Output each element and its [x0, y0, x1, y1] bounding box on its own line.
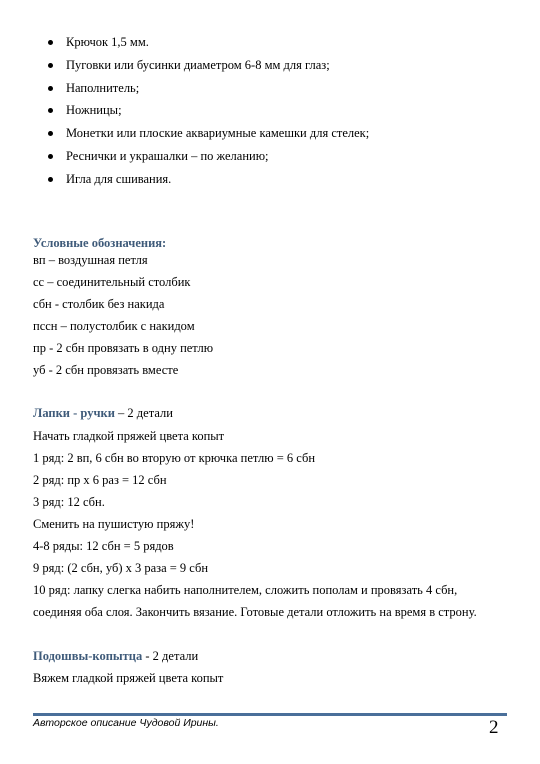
materials-item: Реснички и украшалки – по желанию; — [48, 145, 369, 168]
legend-item: пр - 2 сбн провязать в одну петлю — [33, 341, 214, 355]
footer-author: Авторское описание Чудовой Ирины. — [33, 717, 219, 729]
legend-item: сс – соединительный столбик — [33, 275, 191, 289]
bullet-icon — [48, 63, 53, 68]
materials-list — [48, 31, 369, 191]
paws-line: 1 ряд: 2 вп, 6 сбн во вторую от крючка петлю = 6 сбн — [33, 451, 316, 465]
materials-item: Ножницы; — [48, 99, 369, 122]
soles-title: Подошвы-копытца — [33, 649, 143, 663]
paws-line: Сменить на пушистую пряжу! — [33, 517, 195, 531]
paws-line: 10 ряд: лапку слегка набить наполнителем, сложить пополам и провязать 4 сбн, — [33, 583, 458, 597]
materials-item: Игла для сшивания. — [48, 168, 369, 191]
bullet-icon — [48, 86, 53, 91]
page-number: 2 — [489, 717, 499, 738]
paws-line: соединяя оба слоя. Закончить вязание. Готовые детали отложить на время в строну. — [33, 605, 477, 619]
materials-item: Наполнитель; — [48, 77, 369, 100]
paws-line: 9 ряд: (2 сбн, уб) х 3 раза = 9 сбн — [33, 561, 209, 575]
soles-count: - 2 детали — [142, 649, 199, 663]
bullet-icon — [48, 40, 53, 45]
legend-item: уб - 2 сбн провязать вместе — [33, 363, 179, 377]
bullet-icon — [48, 154, 53, 159]
legend-item: пссн – полустолбик с накидом — [33, 319, 195, 333]
paws-title: Лапки - ручки — [33, 406, 115, 420]
bullet-icon — [48, 131, 53, 136]
legend-heading: Условные обозначения: — [33, 236, 167, 250]
materials-item: Крючок 1,5 мм. — [48, 31, 369, 54]
paws-line: Начать гладкой пряжей цвета копыт — [33, 429, 225, 443]
paws-heading — [33, 406, 173, 421]
paws-line: 3 ряд: 12 сбн. — [33, 495, 105, 509]
bullet-icon — [48, 177, 53, 182]
legend-item: сбн - столбик без накида — [33, 297, 165, 311]
soles-heading — [33, 649, 198, 664]
soles-line: Вяжем гладкой пряжей цвета копыт — [33, 671, 224, 685]
materials-item: Монетки или плоские аквариумные камешки для стелек; — [48, 122, 369, 145]
paws-line: 4-8 ряды: 12 сбн = 5 рядов — [33, 539, 174, 553]
bullet-icon — [48, 108, 53, 113]
materials-item: Пуговки или бусинки диаметром 6-8 мм для глаз; — [48, 54, 369, 77]
legend-item: вп – воздушная петля — [33, 253, 148, 267]
footer-divider — [33, 713, 507, 716]
paws-line: 2 ряд: пр х 6 раз = 12 сбн — [33, 473, 167, 487]
paws-count: – 2 детали — [114, 406, 173, 420]
